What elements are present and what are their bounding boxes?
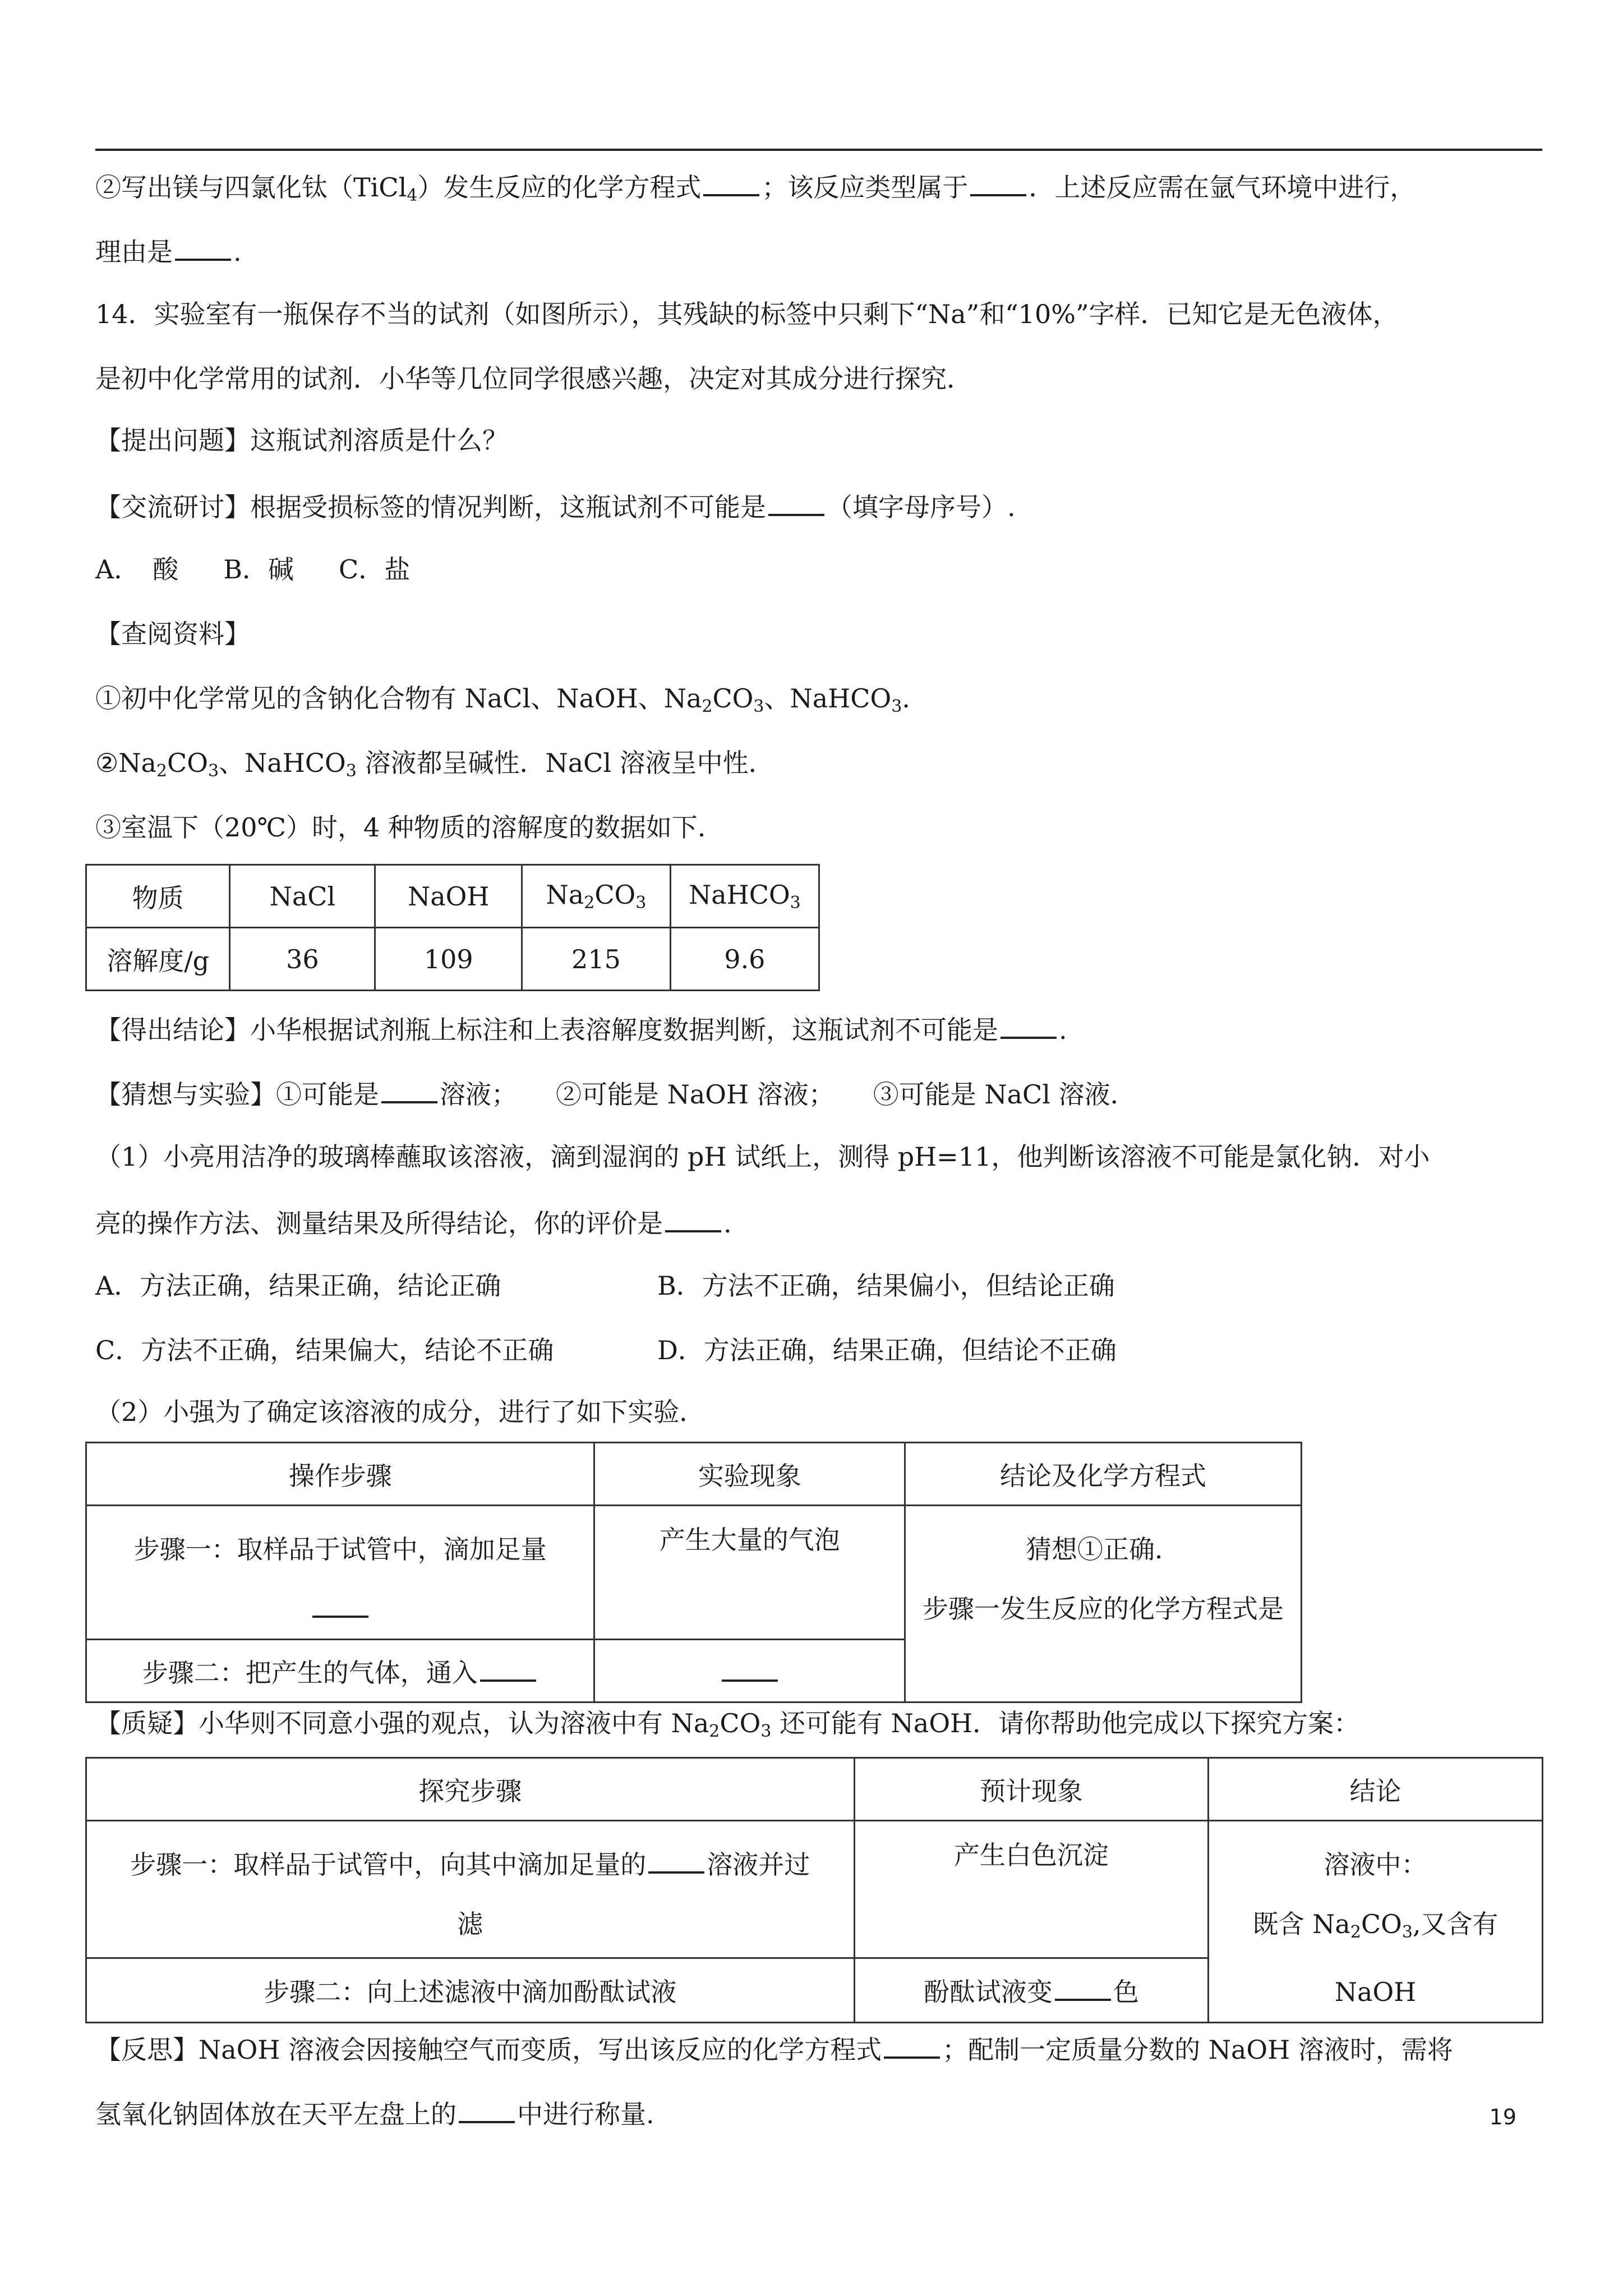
text-line: 理由是 . (95, 233, 242, 269)
section-heading: 【查阅资料】 (95, 619, 250, 649)
answer-blank[interactable] (459, 2095, 515, 2123)
table-cell: 溶解度/g (86, 928, 230, 991)
table-cell: 步骤一：取样品于试管中，滴加足量 (86, 1506, 594, 1640)
answer-blank[interactable] (480, 1654, 536, 1682)
text-line: ②写出镁与四氯化钛（TiCl$_4$）发生反应的化学方程式 ；该反应类型属于 ．上述反应需在氩气环境中进行， (95, 168, 1415, 213)
text-line: ①初中化学常见的含钠化合物有 NaCl、NaOH、$Na_2CO_3$、NaHCO$_3$. (95, 683, 910, 716)
table-header: 结论 (1209, 1758, 1543, 1821)
table-header: 预计现象 (854, 1758, 1209, 1821)
table-cell: 36 (230, 928, 375, 991)
text-line: 【交流研讨】根据受损标签的情况判断，这瓶试剂不可能是 （填字母序号）. (95, 488, 1016, 524)
table-cell: 物质 (86, 865, 230, 928)
investigation-table (85, 1757, 1543, 2023)
solubility-table (85, 864, 820, 991)
table-cell: 酚酞试液变 色 (854, 1958, 1209, 2023)
table-cell: 猜想①正确． 步骤一发生反应的化学方程式是 (905, 1506, 1301, 1703)
table-cell: 215 (522, 928, 671, 991)
text-line: ③室温下（20℃）时，4 种物质的溶解度的数据如下． (95, 812, 723, 843)
option-a[interactable]: A．方法正确，结果正确，结论正确 (95, 1271, 501, 1301)
option-c[interactable]: C．盐 (339, 554, 411, 585)
table-cell: 产生大量的气泡 (594, 1506, 905, 1640)
page-number: 19 (1489, 2105, 1516, 2129)
section-heading: 【提出问题】这瓶试剂溶质是什么？ (95, 425, 508, 455)
table-cell: $Na_2CO_3$ (522, 865, 671, 928)
table-cell: NaOH (375, 865, 522, 928)
text-line: 【反思】NaOH 溶液会因接触空气而变质，写出该反应的化学方程式 ；配制一定质量分数的 NaOH 溶液时，需将 (95, 2031, 1453, 2067)
text-line: 【得出结论】小华根据试剂瓶上标注和上表溶解度数据判断，这瓶试剂不可能是 . (95, 1011, 1067, 1047)
table-cell: 产生白色沉淀 (854, 1821, 1209, 1958)
table-cell (594, 1640, 905, 1703)
option-b[interactable]: B．方法不正确，结果偏小，但结论正确 (657, 1271, 1115, 1301)
answer-blank[interactable] (970, 168, 1026, 196)
text-line: $②Na_2CO_3$、NaHCO$_3$ 溶液都呈碱性．NaCl 溶液呈中性． (95, 748, 774, 781)
table-header: 实验现象 (594, 1443, 905, 1506)
options-line (95, 1333, 1117, 1367)
answer-blank[interactable] (1000, 1011, 1057, 1039)
answer-blank[interactable] (665, 1204, 721, 1232)
table-cell: 溶液中： 既含 $Na_2CO_3$,又含有 NaOH (1209, 1821, 1543, 2023)
answer-blank[interactable] (312, 1590, 368, 1618)
header-rule (95, 149, 1542, 151)
option-d[interactable]: D．方法正确，结果正确，但结论不正确 (657, 1335, 1117, 1365)
table-cell: NaCl (230, 865, 375, 928)
question-14-line: 是初中化学常用的试剂．小华等几位同学很感兴趣，决定对其成分进行探究． (95, 364, 972, 394)
answer-blank[interactable] (884, 2031, 940, 2059)
text-line: （1）小亮用洁净的玻璃棒蘸取该溶液，滴到湿润的 pH 试纸上，测得 pH=11，他判断该溶液不可能是氯化钠．对小 (95, 1142, 1430, 1172)
answer-blank[interactable] (175, 233, 231, 261)
table-cell: 步骤二：向上述滤液中滴加酚酞试液 (86, 1958, 855, 2023)
options-line (95, 1269, 1115, 1303)
text-line: 亮的操作方法、测量结果及所得结论，你的评价是 . (95, 1204, 732, 1240)
table-cell: NaHCO$_3$ (670, 865, 819, 928)
table-cell: 步骤一：取样品于试管中，向其中滴加足量的 溶液并过 滤 (86, 1821, 855, 1958)
table-cell: 步骤二：把产生的气体，通入 (86, 1640, 594, 1703)
table-header: 操作步骤 (86, 1443, 594, 1506)
table-header: 探究步骤 (86, 1758, 855, 1821)
text-line: 氢氧化钠固体放在天平左盘上的 中进行称量. (95, 2095, 654, 2131)
experiment-table (85, 1442, 1302, 1703)
options-line (95, 553, 410, 586)
text-line: 【猜想与实验】①可能是 溶液； ②可能是 NaOH 溶液； ③可能是 NaCl 溶液． (95, 1075, 1136, 1111)
answer-blank[interactable] (648, 1846, 704, 1874)
answer-blank[interactable] (703, 168, 759, 196)
question-14-line: 14．实验室有一瓶保存不当的试剂（如图所示），其残缺的标签中只剩下“Na”和“10%”字样．已知它是无色液体， (95, 299, 1399, 329)
text-line: 【质疑】小华则不同意小强的观点，认为溶液中有 $Na_2CO_3$ 还可能有 NaOH．请你帮助他完成以下探究方案： (95, 1708, 1360, 1741)
text-line: （2）小强为了确定该溶液的成分，进行了如下实验． (95, 1397, 706, 1427)
table-cell: 109 (375, 928, 522, 991)
option-a[interactable]: A． 酸 (95, 554, 179, 585)
option-b[interactable]: B．碱 (223, 554, 294, 585)
answer-blank[interactable] (722, 1654, 778, 1682)
table-header: 结论及化学方程式 (905, 1443, 1301, 1506)
option-c[interactable]: C．方法不正确，结果偏大，结论不正确 (95, 1335, 554, 1365)
answer-blank[interactable] (1055, 1973, 1111, 2001)
table-cell: 9.6 (670, 928, 819, 991)
answer-blank[interactable] (768, 488, 824, 516)
answer-blank[interactable] (381, 1075, 437, 1103)
